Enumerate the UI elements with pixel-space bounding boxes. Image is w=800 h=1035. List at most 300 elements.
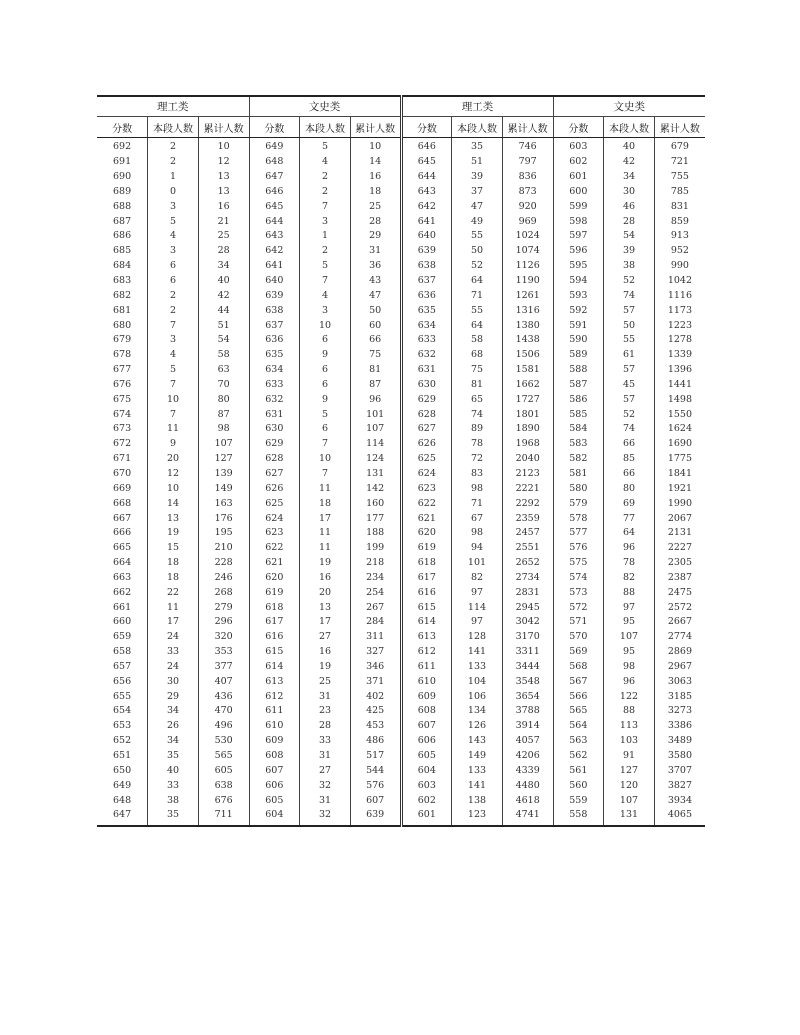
cumulative-count-cell: 3914 (502, 719, 553, 734)
segment-count-cell: 10 (148, 392, 199, 407)
score-cell: 643 (401, 185, 452, 200)
segment-count-cell: 98 (452, 526, 503, 541)
table-row (97, 630, 705, 645)
segment-count-cell: 64 (604, 526, 655, 541)
segment-count-cell: 67 (452, 511, 503, 526)
table-row (97, 422, 705, 437)
segment-count-cell: 7 (300, 274, 351, 289)
cumulative-count-cell: 859 (654, 214, 705, 229)
segment-count-cell: 9 (300, 348, 351, 363)
table-row (97, 363, 705, 378)
table-row (97, 556, 705, 571)
cumulative-count-cell: 346 (350, 660, 401, 675)
segment-count-cell: 6 (148, 259, 199, 274)
score-cell: 629 (401, 392, 452, 407)
cumulative-count-cell: 254 (350, 585, 401, 600)
segment-count-cell: 7 (148, 318, 199, 333)
segment-count-cell: 19 (300, 660, 351, 675)
segment-count-cell: 89 (452, 422, 503, 437)
segment-count-cell: 101 (452, 556, 503, 571)
score-cell: 649 (113, 779, 132, 791)
segment-count-cell: 7 (300, 467, 351, 482)
segment-count-cell: 81 (452, 378, 503, 393)
score-cell: 670 (113, 467, 132, 479)
segment-count-cell: 2 (148, 155, 199, 170)
segment-count-cell: 96 (604, 674, 655, 689)
segment-count-cell: 39 (604, 244, 655, 259)
score-cell: 558 (553, 808, 604, 826)
score-cell: 640 (401, 229, 452, 244)
segment-count-cell: 11 (300, 526, 351, 541)
segment-count-cell: 2 (300, 185, 351, 200)
score-cell: 606 (401, 734, 452, 749)
segment-count-cell: 95 (604, 615, 655, 630)
cumulative-count-cell: 1968 (502, 437, 553, 452)
segment-count-cell: 45 (604, 378, 655, 393)
segment-count-cell: 91 (604, 749, 655, 764)
cumulative-count-cell: 920 (502, 199, 553, 214)
cumulative-count-cell: 210 (198, 541, 249, 556)
score-cell: 623 (401, 481, 452, 496)
table-row (97, 274, 705, 289)
score-cell: 628 (249, 452, 300, 467)
group-header-row (97, 96, 705, 117)
table-row (97, 407, 705, 422)
table-row (97, 244, 705, 259)
cumulative-count-cell: 486 (350, 734, 401, 749)
score-cell: 631 (401, 363, 452, 378)
cumulative-count-cell: 952 (654, 244, 705, 259)
score-cell: 632 (249, 392, 300, 407)
cumulative-count-cell: 25 (198, 229, 249, 244)
segment-count-cell: 15 (148, 541, 199, 556)
cumulative-count-cell: 177 (350, 511, 401, 526)
cumulative-count-cell: 836 (502, 170, 553, 185)
segment-count-cell: 6 (300, 333, 351, 348)
score-cell: 567 (553, 674, 604, 689)
column-header-segment-count: 本段人数 (300, 117, 351, 138)
score-cell: 686 (113, 230, 132, 242)
segment-count-cell: 7 (300, 199, 351, 214)
score-cell: 659 (113, 631, 132, 643)
score-cell: 642 (249, 244, 300, 259)
score-cell: 617 (249, 615, 300, 630)
cumulative-count-cell: 29 (350, 229, 401, 244)
score-cell: 583 (553, 437, 604, 452)
cumulative-count-cell: 60 (350, 318, 401, 333)
segment-count-cell: 4 (300, 155, 351, 170)
cumulative-count-cell: 2359 (502, 511, 553, 526)
score-cell: 658 (113, 646, 132, 658)
score-cell: 621 (249, 556, 300, 571)
cumulative-count-cell: 1550 (654, 407, 705, 422)
score-cell: 629 (249, 437, 300, 452)
segment-count-cell: 42 (604, 155, 655, 170)
cumulative-count-cell: 3548 (502, 674, 553, 689)
cumulative-count-cell: 544 (350, 763, 401, 778)
cumulative-count-cell: 1801 (502, 407, 553, 422)
cumulative-count-cell: 607 (350, 793, 401, 808)
score-cell: 653 (113, 720, 132, 732)
cumulative-count-cell: 3185 (654, 689, 705, 704)
score-cell: 673 (113, 423, 132, 435)
cumulative-count-cell: 1396 (654, 363, 705, 378)
score-cell: 672 (113, 438, 132, 450)
segment-count-cell: 25 (300, 674, 351, 689)
cumulative-count-cell: 131 (350, 467, 401, 482)
cumulative-count-cell: 4206 (502, 749, 553, 764)
segment-count-cell: 11 (300, 541, 351, 556)
segment-count-cell: 1 (300, 229, 351, 244)
table-row (97, 660, 705, 675)
score-cell: 594 (553, 274, 604, 289)
cumulative-count-cell: 284 (350, 615, 401, 630)
cumulative-count-cell: 1890 (502, 422, 553, 437)
segment-count-cell: 77 (604, 511, 655, 526)
segment-count-cell: 55 (604, 333, 655, 348)
segment-count-cell: 28 (300, 719, 351, 734)
cumulative-count-cell: 969 (502, 214, 553, 229)
cumulative-count-cell: 873 (502, 185, 553, 200)
cumulative-count-cell: 3934 (654, 793, 705, 808)
segment-count-cell: 97 (452, 615, 503, 630)
cumulative-count-cell: 10 (198, 138, 249, 155)
cumulative-count-cell: 13 (198, 170, 249, 185)
cumulative-count-cell: 163 (198, 496, 249, 511)
score-cell: 625 (249, 496, 300, 511)
score-cell: 610 (249, 719, 300, 734)
cumulative-count-cell: 176 (198, 511, 249, 526)
segment-count-cell: 134 (452, 704, 503, 719)
segment-count-cell: 18 (300, 496, 351, 511)
segment-count-cell: 107 (604, 630, 655, 645)
score-cell: 562 (553, 749, 604, 764)
score-cell: 674 (113, 408, 132, 420)
cumulative-count-cell: 1042 (654, 274, 705, 289)
score-cell: 607 (249, 763, 300, 778)
score-cell: 596 (553, 244, 604, 259)
segment-count-cell: 9 (148, 437, 199, 452)
cumulative-count-cell: 4339 (502, 763, 553, 778)
table-row (97, 496, 705, 511)
cumulative-count-cell: 2227 (654, 541, 705, 556)
segment-count-cell: 32 (300, 808, 351, 826)
cumulative-count-cell: 1190 (502, 274, 553, 289)
segment-count-cell: 98 (452, 481, 503, 496)
cumulative-count-cell: 711 (198, 808, 249, 826)
segment-count-cell: 74 (604, 288, 655, 303)
cumulative-count-cell: 2734 (502, 570, 553, 585)
segment-count-cell: 19 (148, 526, 199, 541)
cumulative-count-cell: 721 (654, 155, 705, 170)
column-header-score: 分数 (553, 117, 604, 138)
segment-count-cell: 4 (300, 288, 351, 303)
table-row (97, 749, 705, 764)
cumulative-count-cell: 114 (350, 437, 401, 452)
score-cell: 606 (249, 778, 300, 793)
cumulative-count-cell: 425 (350, 704, 401, 719)
column-header-score: 分数 (401, 117, 452, 138)
score-cell: 668 (113, 497, 132, 509)
cumulative-count-cell: 3386 (654, 719, 705, 734)
segment-count-cell: 88 (604, 585, 655, 600)
group-header-arts-left: 文史类 (249, 96, 401, 117)
cumulative-count-cell: 124 (350, 452, 401, 467)
cumulative-count-cell: 218 (350, 556, 401, 571)
score-cell: 616 (401, 585, 452, 600)
cumulative-count-cell: 639 (350, 808, 401, 826)
cumulative-count-cell: 63 (198, 363, 249, 378)
cumulative-count-cell: 1921 (654, 481, 705, 496)
cumulative-count-cell: 54 (198, 333, 249, 348)
cumulative-count-cell: 3827 (654, 778, 705, 793)
cumulative-count-cell: 149 (198, 481, 249, 496)
cumulative-count-cell: 87 (198, 407, 249, 422)
score-cell: 633 (401, 333, 452, 348)
table-row (97, 199, 705, 214)
segment-count-cell: 5 (300, 259, 351, 274)
cumulative-count-cell: 139 (198, 467, 249, 482)
segment-count-cell: 5 (300, 407, 351, 422)
segment-count-cell: 149 (452, 749, 503, 764)
group-header-science-right: 理工类 (401, 96, 553, 117)
score-cell: 669 (113, 482, 132, 494)
segment-count-cell: 35 (148, 808, 199, 826)
segment-count-cell: 104 (452, 674, 503, 689)
score-cell: 612 (401, 645, 452, 660)
cumulative-count-cell: 530 (198, 734, 249, 749)
score-cell: 580 (553, 481, 604, 496)
score-cell: 622 (249, 541, 300, 556)
cumulative-count-cell: 12 (198, 155, 249, 170)
column-header-row (97, 117, 705, 138)
table-row (97, 734, 705, 749)
score-cell: 603 (553, 138, 604, 155)
score-cell: 630 (249, 422, 300, 437)
segment-count-cell: 16 (300, 570, 351, 585)
segment-count-cell: 29 (148, 689, 199, 704)
column-header-segment-count: 本段人数 (452, 117, 503, 138)
segment-count-cell: 126 (452, 719, 503, 734)
segment-count-cell: 13 (148, 511, 199, 526)
score-cell: 560 (553, 778, 604, 793)
score-cell: 609 (249, 734, 300, 749)
segment-count-cell: 74 (604, 422, 655, 437)
score-cell: 662 (113, 586, 132, 598)
table-row (97, 763, 705, 778)
cumulative-count-cell: 1438 (502, 333, 553, 348)
cumulative-count-cell: 2131 (654, 526, 705, 541)
cumulative-count-cell: 3273 (654, 704, 705, 719)
score-cell: 568 (553, 660, 604, 675)
cumulative-count-cell: 10 (350, 138, 401, 155)
score-cell: 655 (113, 690, 132, 702)
segment-count-cell: 16 (300, 645, 351, 660)
cumulative-count-cell: 188 (350, 526, 401, 541)
cumulative-count-cell: 1116 (654, 288, 705, 303)
cumulative-count-cell: 2945 (502, 600, 553, 615)
segment-count-cell: 9 (300, 392, 351, 407)
cumulative-count-cell: 797 (502, 155, 553, 170)
cumulative-count-cell: 51 (198, 318, 249, 333)
column-header-cumulative-count: 累计人数 (350, 117, 401, 138)
score-cell: 682 (113, 289, 132, 301)
segment-count-cell: 32 (300, 778, 351, 793)
segment-count-cell: 17 (148, 615, 199, 630)
segment-count-cell: 97 (604, 600, 655, 615)
score-cell: 624 (249, 511, 300, 526)
segment-count-cell: 96 (604, 541, 655, 556)
segment-count-cell: 52 (604, 407, 655, 422)
score-cell: 691 (113, 156, 132, 168)
cumulative-count-cell: 2040 (502, 452, 553, 467)
cumulative-count-cell: 327 (350, 645, 401, 660)
cumulative-count-cell: 101 (350, 407, 401, 422)
cumulative-count-cell: 377 (198, 660, 249, 675)
score-cell: 644 (249, 214, 300, 229)
segment-count-cell: 123 (452, 808, 503, 826)
cumulative-count-cell: 296 (198, 615, 249, 630)
cumulative-count-cell: 1662 (502, 378, 553, 393)
score-cell: 597 (553, 229, 604, 244)
segment-count-cell: 0 (148, 185, 199, 200)
cumulative-count-cell: 4480 (502, 778, 553, 793)
score-cell: 614 (401, 615, 452, 630)
score-cell: 645 (401, 155, 452, 170)
cumulative-count-cell: 785 (654, 185, 705, 200)
score-cell: 648 (113, 794, 132, 806)
score-cell: 632 (401, 348, 452, 363)
cumulative-count-cell: 1727 (502, 392, 553, 407)
segment-count-cell: 128 (452, 630, 503, 645)
segment-count-cell: 66 (604, 467, 655, 482)
cumulative-count-cell: 2667 (654, 615, 705, 630)
score-cell: 661 (113, 601, 132, 613)
score-cell: 680 (113, 319, 132, 331)
segment-count-cell: 68 (452, 348, 503, 363)
segment-count-cell: 34 (604, 170, 655, 185)
table-row (97, 155, 705, 170)
cumulative-count-cell: 3707 (654, 763, 705, 778)
score-cell: 621 (401, 511, 452, 526)
score-cell: 565 (553, 704, 604, 719)
score-cell: 611 (249, 704, 300, 719)
score-cell: 639 (401, 244, 452, 259)
score-cell: 588 (553, 363, 604, 378)
segment-count-cell: 133 (452, 763, 503, 778)
segment-count-cell: 74 (452, 407, 503, 422)
score-cell: 645 (249, 199, 300, 214)
cumulative-count-cell: 3489 (654, 734, 705, 749)
cumulative-count-cell: 75 (350, 348, 401, 363)
segment-count-cell: 24 (148, 660, 199, 675)
score-cell: 638 (249, 303, 300, 318)
segment-count-cell: 46 (604, 199, 655, 214)
cumulative-count-cell: 1316 (502, 303, 553, 318)
segment-count-cell: 31 (300, 689, 351, 704)
table-row (97, 378, 705, 393)
score-cell: 613 (249, 674, 300, 689)
segment-count-cell: 58 (452, 333, 503, 348)
score-cell: 584 (553, 422, 604, 437)
score-cell: 572 (553, 600, 604, 615)
segment-count-cell: 10 (300, 318, 351, 333)
segment-count-cell: 35 (148, 749, 199, 764)
score-cell: 683 (113, 275, 132, 287)
table-row (97, 288, 705, 303)
segment-count-cell: 30 (604, 185, 655, 200)
score-cell: 581 (553, 467, 604, 482)
score-cell: 677 (113, 364, 132, 376)
segment-count-cell: 14 (148, 496, 199, 511)
table-row (97, 348, 705, 363)
cumulative-count-cell: 496 (198, 719, 249, 734)
segment-count-cell: 10 (300, 452, 351, 467)
segment-count-cell: 27 (300, 630, 351, 645)
segment-count-cell: 114 (452, 600, 503, 615)
cumulative-count-cell: 1506 (502, 348, 553, 363)
segment-count-cell: 6 (148, 274, 199, 289)
cumulative-count-cell: 2305 (654, 556, 705, 571)
score-cell: 646 (401, 138, 452, 155)
cumulative-count-cell: 3170 (502, 630, 553, 645)
score-cell: 608 (401, 704, 452, 719)
cumulative-count-cell: 34 (198, 259, 249, 274)
cumulative-count-cell: 40 (198, 274, 249, 289)
cumulative-count-cell: 1624 (654, 422, 705, 437)
cumulative-count-cell: 1261 (502, 288, 553, 303)
cumulative-count-cell: 3788 (502, 704, 553, 719)
segment-count-cell: 33 (148, 778, 199, 793)
segment-count-cell: 3 (148, 244, 199, 259)
segment-count-cell: 11 (300, 481, 351, 496)
segment-count-cell: 57 (604, 392, 655, 407)
segment-count-cell: 7 (148, 378, 199, 393)
segment-count-cell: 65 (452, 392, 503, 407)
segment-count-cell: 103 (604, 734, 655, 749)
score-cell: 561 (553, 763, 604, 778)
score-cell: 646 (249, 185, 300, 200)
segment-count-cell: 78 (604, 556, 655, 571)
segment-count-cell: 113 (604, 719, 655, 734)
segment-count-cell: 13 (300, 600, 351, 615)
score-cell: 563 (553, 734, 604, 749)
score-cell: 689 (113, 185, 132, 197)
score-cell: 666 (113, 527, 132, 539)
segment-count-cell: 122 (604, 689, 655, 704)
cumulative-count-cell: 107 (198, 437, 249, 452)
segment-count-cell: 31 (300, 793, 351, 808)
segment-count-cell: 2 (148, 138, 199, 155)
score-cell: 609 (401, 689, 452, 704)
score-cell: 638 (401, 259, 452, 274)
segment-count-cell: 64 (452, 274, 503, 289)
table-row (97, 170, 705, 185)
cumulative-count-cell: 565 (198, 749, 249, 764)
column-header-cumulative-count: 累计人数 (502, 117, 553, 138)
segment-count-cell: 94 (452, 541, 503, 556)
score-cell: 600 (553, 185, 604, 200)
score-cell: 595 (553, 259, 604, 274)
column-header-score: 分数 (97, 117, 148, 138)
segment-count-cell: 83 (452, 467, 503, 482)
cumulative-count-cell: 246 (198, 570, 249, 585)
segment-count-cell: 2 (148, 288, 199, 303)
score-cell: 622 (401, 496, 452, 511)
score-cell: 671 (113, 453, 132, 465)
score-cell: 688 (113, 200, 132, 212)
score-cell: 628 (401, 407, 452, 422)
